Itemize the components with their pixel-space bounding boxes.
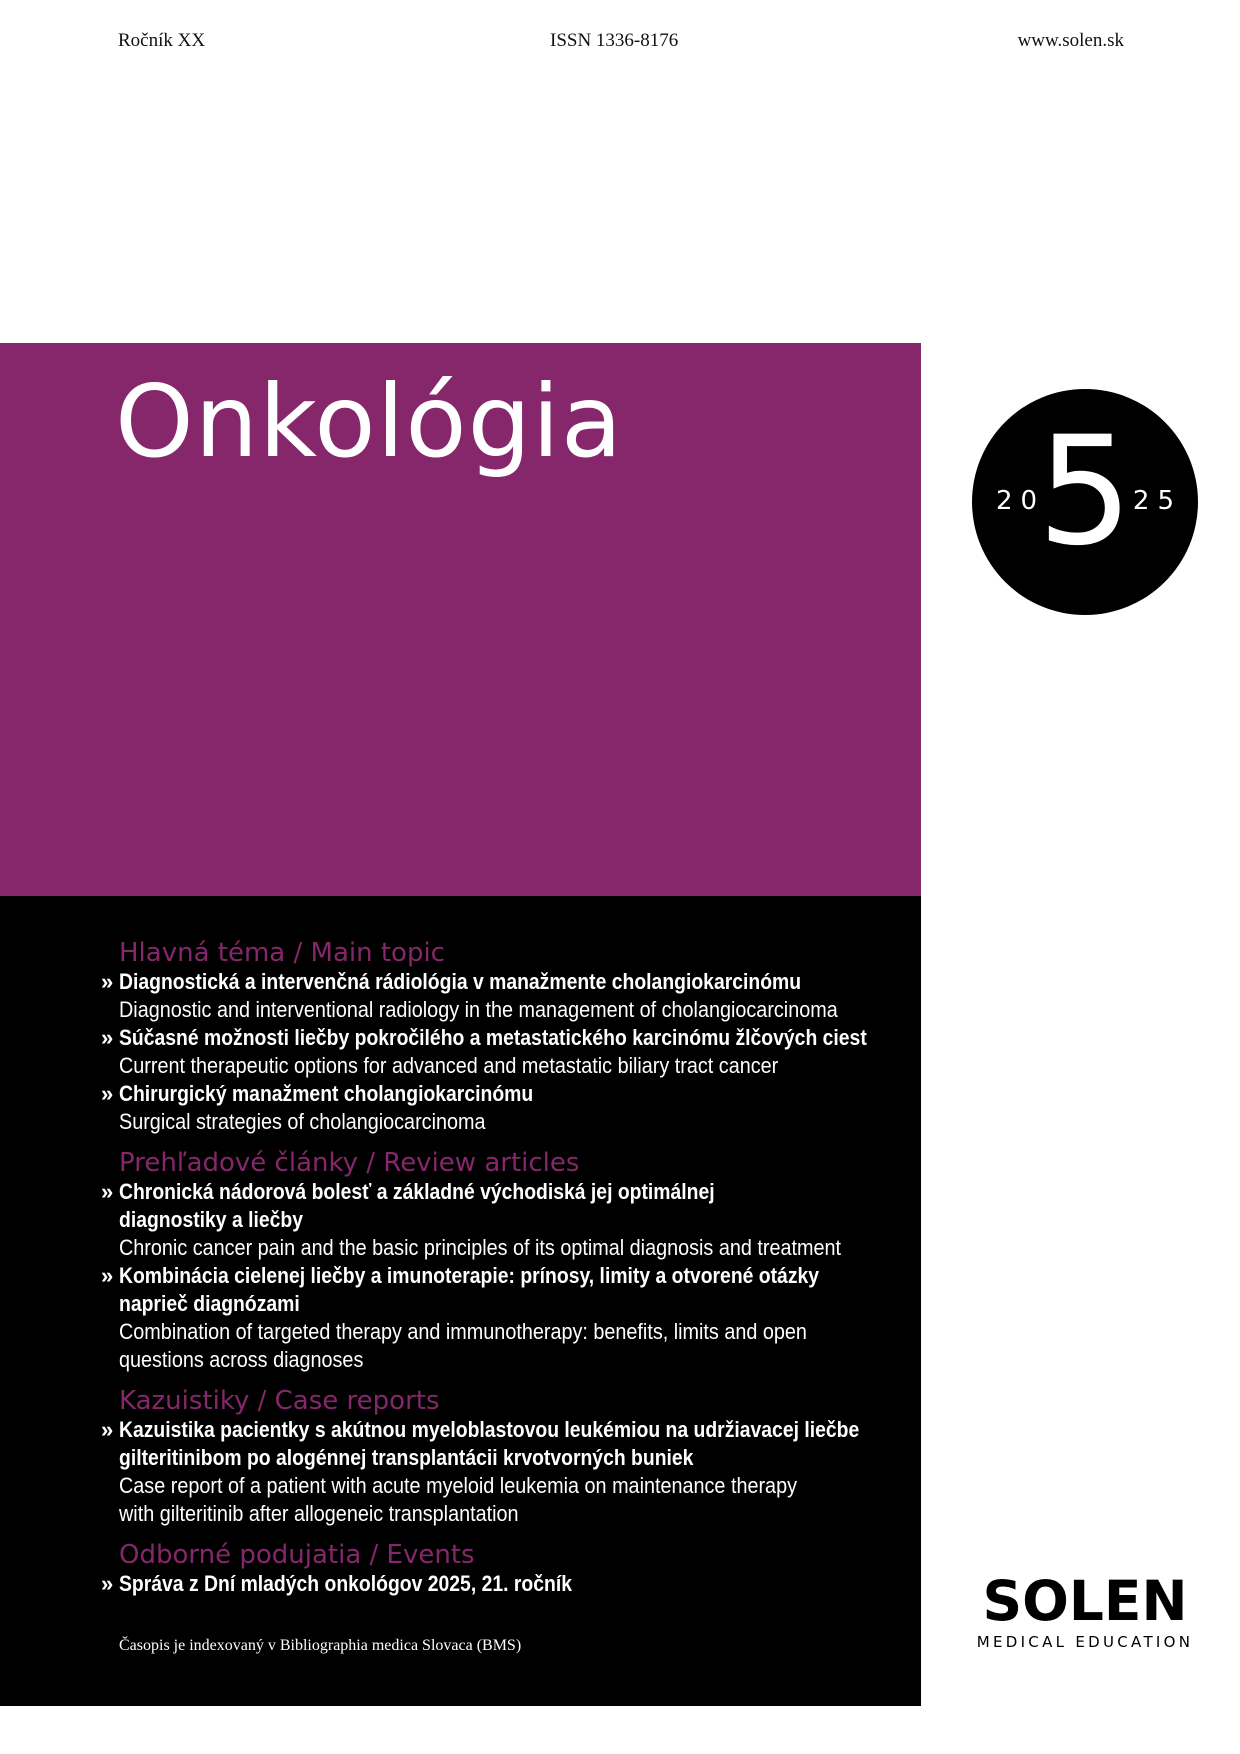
issue-badge xyxy=(972,389,1198,615)
article-title-sk: Diagnostická a intervenčná rádiológia v manažmente cholangiokarcinómu xyxy=(119,969,802,994)
article-title-en: Chronic cancer pain and the basic principles of its optimal diagnosis and treatment xyxy=(119,1235,841,1260)
table-of-contents xyxy=(0,938,921,1598)
publisher-tagline: MEDICAL EDUCATION xyxy=(976,1633,1194,1651)
article-title-sk-cont: diagnostiky a liečby xyxy=(119,1207,303,1232)
journal-title: Onkológia xyxy=(115,363,624,480)
toc-item[interactable] xyxy=(101,1178,909,1262)
toc-item[interactable] xyxy=(101,1262,909,1374)
issue-year-left: 20 xyxy=(996,486,1046,516)
bullet-icon: » xyxy=(101,969,114,994)
section-heading-main-topic: Hlavná téma / Main topic xyxy=(119,938,445,968)
article-title-en-cont: questions across diagnoses xyxy=(119,1347,364,1372)
bullet-icon: » xyxy=(101,1081,114,1106)
bullet-icon: » xyxy=(101,1179,114,1204)
bullet-icon: » xyxy=(101,1025,114,1050)
toc-item[interactable] xyxy=(101,1024,909,1080)
section-heading-events: Odborné podujatia / Events xyxy=(119,1540,475,1570)
article-title-sk: Kombinácia cielenej liečby a imunoterapie: prínosy, limity a otvorené otázky xyxy=(119,1263,820,1288)
article-title-sk-cont: gilteritinibom po alogénnej transplantácii krvotvorných buniek xyxy=(119,1445,694,1470)
article-title-en-cont: with gilteritinib after allogeneic transplantation xyxy=(119,1501,519,1526)
index-note: Časopis je indexovaný v Bibliographia medica Slovaca (BMS) xyxy=(119,1637,522,1654)
article-title-sk: Správa z Dní mladých onkológov 2025, 21. ročník xyxy=(119,1571,572,1596)
section-heading-case-reports: Kazuistiky / Case reports xyxy=(119,1386,440,1416)
article-title-sk: Chirurgický manažment cholangiokarcinómu xyxy=(119,1081,534,1106)
toc-item[interactable] xyxy=(101,968,909,1024)
publisher-name: SOLEN xyxy=(982,1569,1188,1633)
toc-item[interactable] xyxy=(101,1570,909,1598)
article-title-sk-cont: naprieč diagnózami xyxy=(119,1291,300,1316)
article-title-en: Surgical strategies of cholangiocarcinoma xyxy=(119,1109,486,1134)
bullet-icon: » xyxy=(101,1417,114,1442)
issue-number: 5 xyxy=(1037,405,1133,579)
article-title-en: Combination of targeted therapy and immunotherapy: benefits, limits and open xyxy=(119,1319,807,1344)
article-title-en: Case report of a patient with acute myeloid leukemia on maintenance therapy xyxy=(119,1473,797,1498)
article-title-sk: Chronická nádorová bolesť a základné východiská jej optimálnej xyxy=(119,1179,715,1204)
article-title-sk: Kazuistika pacientky s akútnou myeloblastovou leukémiou na udržiavacej liečbe xyxy=(119,1417,860,1442)
article-title-en: Current therapeutic options for advanced and metastatic biliary tract cancer xyxy=(119,1053,779,1078)
article-title-sk: Súčasné možnosti liečby pokročilého a metastatického karcinómu žlčových ciest xyxy=(119,1025,867,1050)
bullet-icon: » xyxy=(101,1571,114,1596)
toc-item[interactable] xyxy=(101,1080,909,1136)
publisher-logo[interactable] xyxy=(976,1569,1194,1651)
website-link[interactable]: www.solen.sk xyxy=(1017,30,1124,51)
volume-label: Ročník XX xyxy=(118,30,206,51)
issue-year-right: 25 xyxy=(1132,486,1182,516)
article-title-en: Diagnostic and interventional radiology in the management of cholangiocarcinoma xyxy=(119,997,838,1022)
section-heading-review-articles: Prehľadové články / Review articles xyxy=(119,1148,580,1178)
bullet-icon: » xyxy=(101,1263,114,1288)
issn-label: ISSN 1336-8176 xyxy=(550,30,679,51)
toc-item[interactable] xyxy=(101,1416,909,1528)
